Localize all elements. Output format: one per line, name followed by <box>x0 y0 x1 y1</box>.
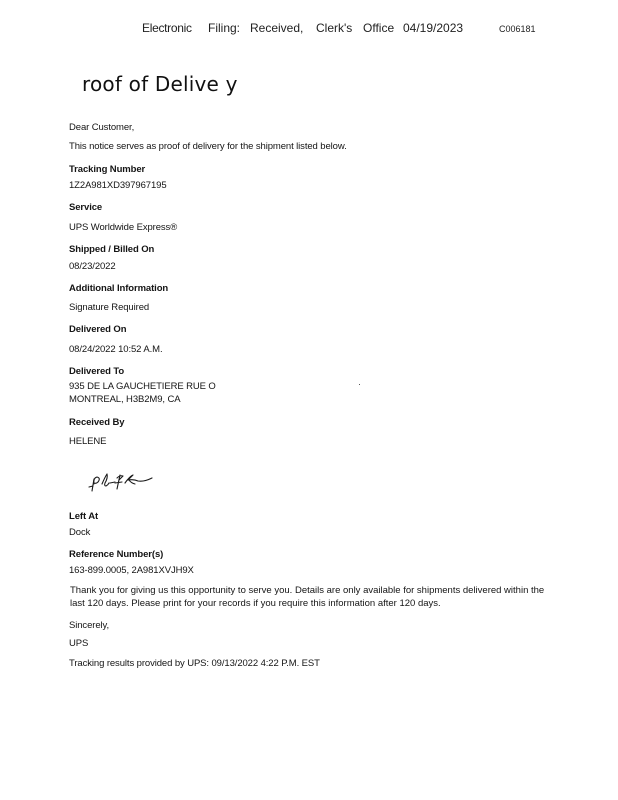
left-at-value: Dock <box>69 527 91 538</box>
left-at-label: Left At <box>69 511 99 522</box>
scan-speck <box>359 384 360 385</box>
delivered-to-address-line1: 935 DE LA GAUCHETIERE RUE O <box>69 381 216 392</box>
page-title: roof of Delive y <box>82 72 238 96</box>
additional-info-label: Additional Information <box>69 283 169 294</box>
service-value: UPS Worldwide Express® <box>69 222 178 233</box>
tracking-results-footer: Tracking results provided by UPS: 09/13/2022 4:22 P.M. EST <box>69 658 320 669</box>
delivered-on-label: Delivered On <box>69 324 127 335</box>
delivered-to-label: Delivered To <box>69 366 125 377</box>
stamp-word: Office <box>363 21 395 35</box>
stamp-date: 04/19/2023 <box>403 21 464 35</box>
signoff: UPS <box>69 638 89 649</box>
tracking-number-value: 1Z2A981XD397967195 <box>69 180 167 191</box>
closing: Sincerely, <box>69 620 110 631</box>
reference-numbers-value: 163-899.0005, 2A981XVJH9X <box>69 565 194 576</box>
reference-numbers-label: Reference Number(s) <box>69 549 164 560</box>
thank-you-paragraph: Thank you for giving us this opportunity to serve you. Details are only available for shipments delivered within the last 120 days. Please print for your records if you require this information after 120 days. <box>70 585 545 609</box>
stamp-word: Filing: <box>208 21 241 35</box>
shipped-billed-value: 08/23/2022 <box>69 261 116 272</box>
stamp-word: Clerk's <box>316 21 353 35</box>
received-by-label: Received By <box>69 417 125 428</box>
received-by-value: HELENE <box>69 436 107 447</box>
intro-text: This notice serves as proof of delivery for the shipment listed below. <box>69 141 347 152</box>
stamp-word: Electronic <box>142 21 192 35</box>
recipient-signature <box>84 466 158 496</box>
document-code: C006181 <box>499 24 536 34</box>
delivered-to-address-line2: MONTREAL, H3B2M9, CA <box>69 394 181 405</box>
service-label: Service <box>69 202 103 213</box>
shipped-billed-label: Shipped / Billed On <box>69 244 155 255</box>
additional-info-value: Signature Required <box>69 302 150 313</box>
tracking-number-label: Tracking Number <box>69 164 146 175</box>
delivered-on-value: 08/24/2022 10:52 A.M. <box>69 344 163 355</box>
greeting: Dear Customer, <box>69 122 135 133</box>
court-filing-stamp <box>0 21 618 37</box>
stamp-word: Received, <box>250 21 304 35</box>
